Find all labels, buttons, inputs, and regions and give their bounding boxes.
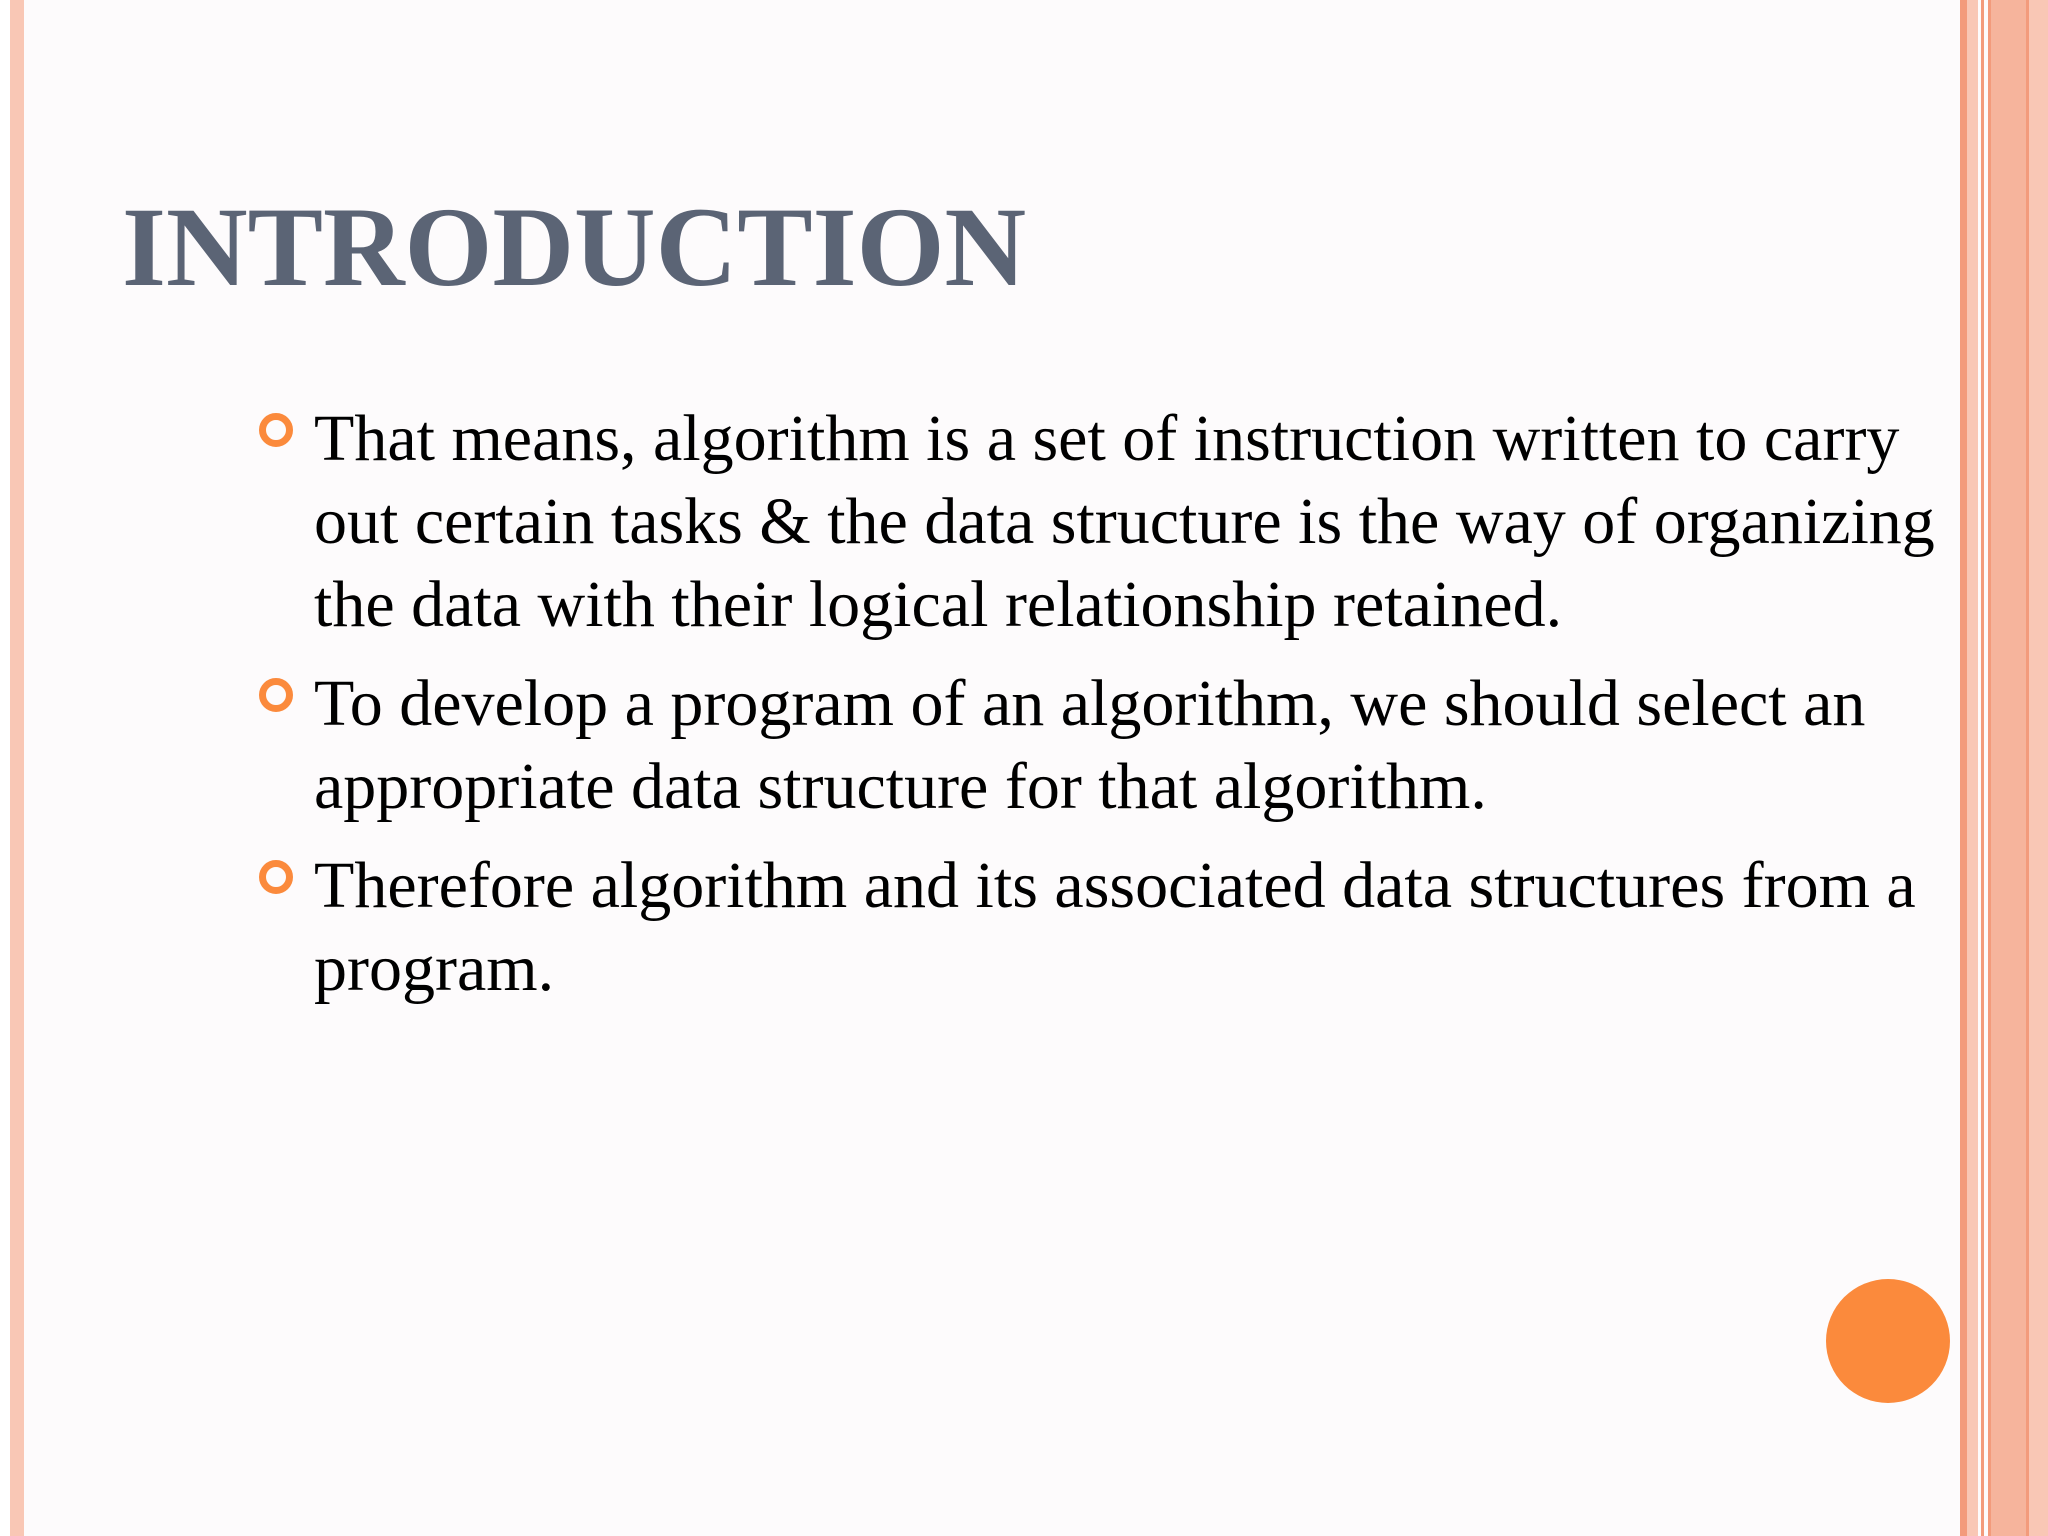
bullet-text: Therefore algorithm and its associated data structures from a program.: [314, 849, 1916, 1005]
hollow-circle-icon: [259, 413, 293, 447]
bullet-text: That means, algorithm is a set of instruction written to carry out certain tasks & the data structure is the way of organizing the data with their logical relationship retained.: [314, 402, 1935, 641]
right-border-stripe: [2029, 0, 2048, 1536]
left-border-stripe: [10, 0, 24, 1536]
hollow-circle-icon: [259, 678, 293, 712]
filled-circle-icon: [1826, 1279, 1950, 1403]
bullet-text: To develop a program of an algorithm, we should select an appropriate data structure for that algorithm.: [314, 667, 1866, 823]
bullet-item: [314, 844, 1994, 1010]
bullet-list: [314, 397, 1994, 1026]
right-border-stripe: [1991, 0, 2026, 1536]
bullet-item: [314, 662, 1994, 828]
hollow-circle-icon: [259, 860, 293, 894]
bullet-item: [314, 397, 1994, 646]
slide-title: INTRODUCTION: [122, 185, 1027, 310]
